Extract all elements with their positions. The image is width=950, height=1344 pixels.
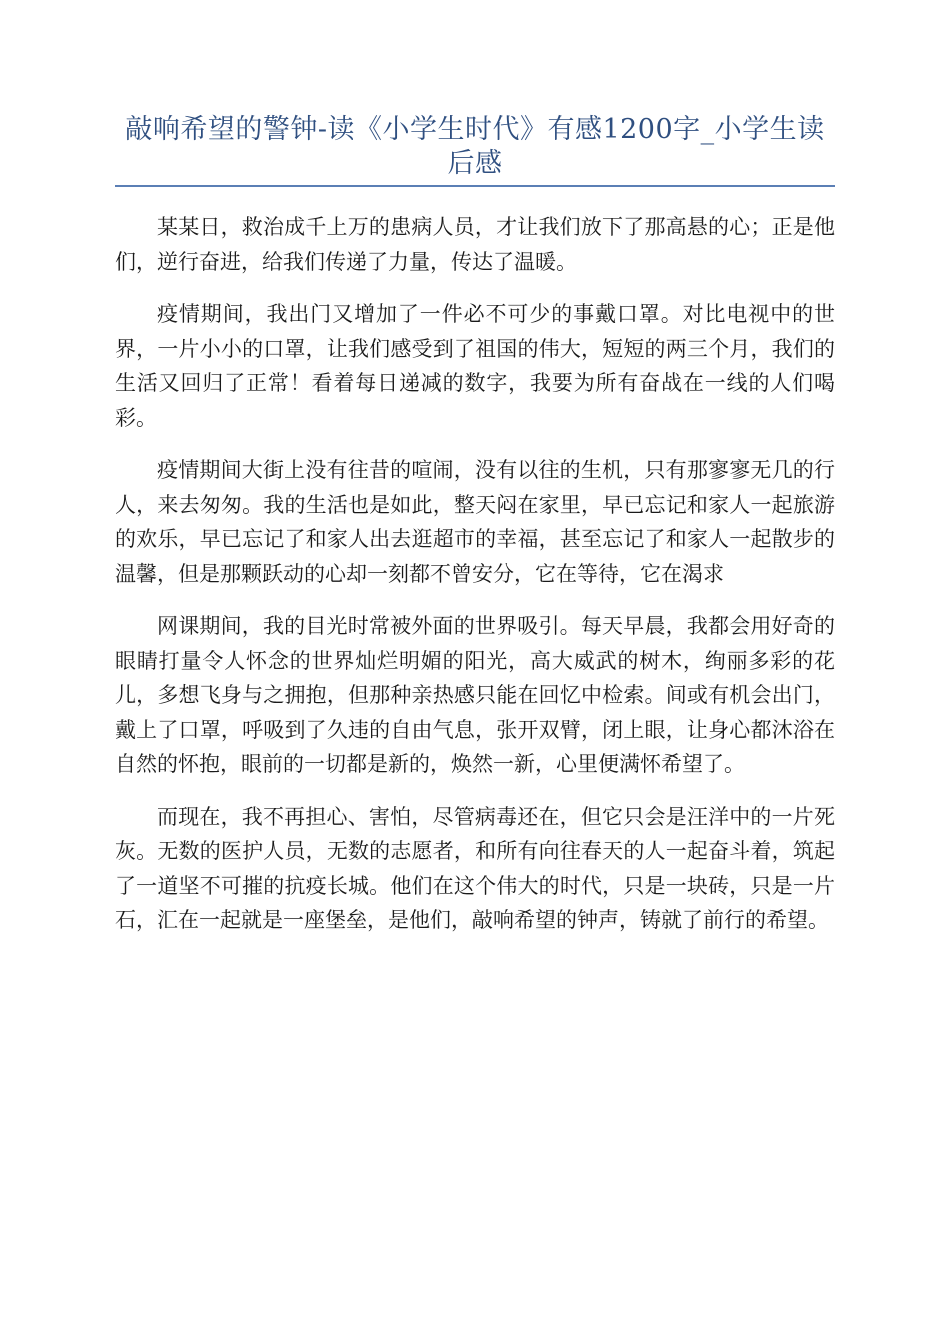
document-title: 敲响希望的警钟-读《小学生时代》有感1200字_小学生读后感 <box>125 114 825 179</box>
paragraph-4: 网课期间，我的目光时常被外面的世界吸引。每天早晨，我都会用好奇的眼睛打量令人怀念的世界灿烂明媚的阳光，高大威武的树木，绚丽多彩的花儿，多想飞身与之拥抱，但那种亲热感只能在回忆中检索。间或有机会出门，戴上了口罩，呼吸到了久违的自由气息，张开双臂，闭上眼，让身心都沐浴在自然的怀抱，眼前的一切都是新的，焕然一新，心里便满怀希望了。 <box>115 614 835 776</box>
title-underline-divider <box>115 185 835 187</box>
paragraph-3: 疫情期间大街上没有往昔的喧闹，没有以往的生机，只有那寥寥无几的行人，来去匆匆。我的生活也是如此，整天闷在家里，早已忘记和家人一起旅游的欢乐，早已忘记了和家人出去逛超市的幸福，甚至忘记了和家人一起散步的温馨，但是那颗跃动的心却一刻都不曾安分，它在等待，它在渴求 <box>115 458 835 586</box>
document-body <box>115 210 835 956</box>
paragraph-5: 而现在，我不再担心、害怕，尽管病毒还在，但它只会是汪洋中的一片死灰。无数的医护人员，无数的志愿者，和所有向往春天的人一起奋斗着，筑起了一道坚不可摧的抗疫长城。他们在这个伟大的时代，只是一块砖，只是一片石，汇在一起就是一座堡垒，是他们，敲响希望的钟声，铸就了前行的希望。 <box>115 804 835 932</box>
paragraph-1: 某某日，救治成千上万的患病人员，才让我们放下了那高悬的心；正是他们，逆行奋进，给我们传递了力量，传达了温暖。 <box>115 215 835 274</box>
paragraph-2: 疫情期间，我出门又增加了一件必不可少的事戴口罩。对比电视中的世界，一片小小的口罩，让我们感受到了祖国的伟大，短短的两三个月，我们的生活又回归了正常！看着每日递减的数字，我要为所有奋战在一线的人们喝彩。 <box>115 302 835 430</box>
